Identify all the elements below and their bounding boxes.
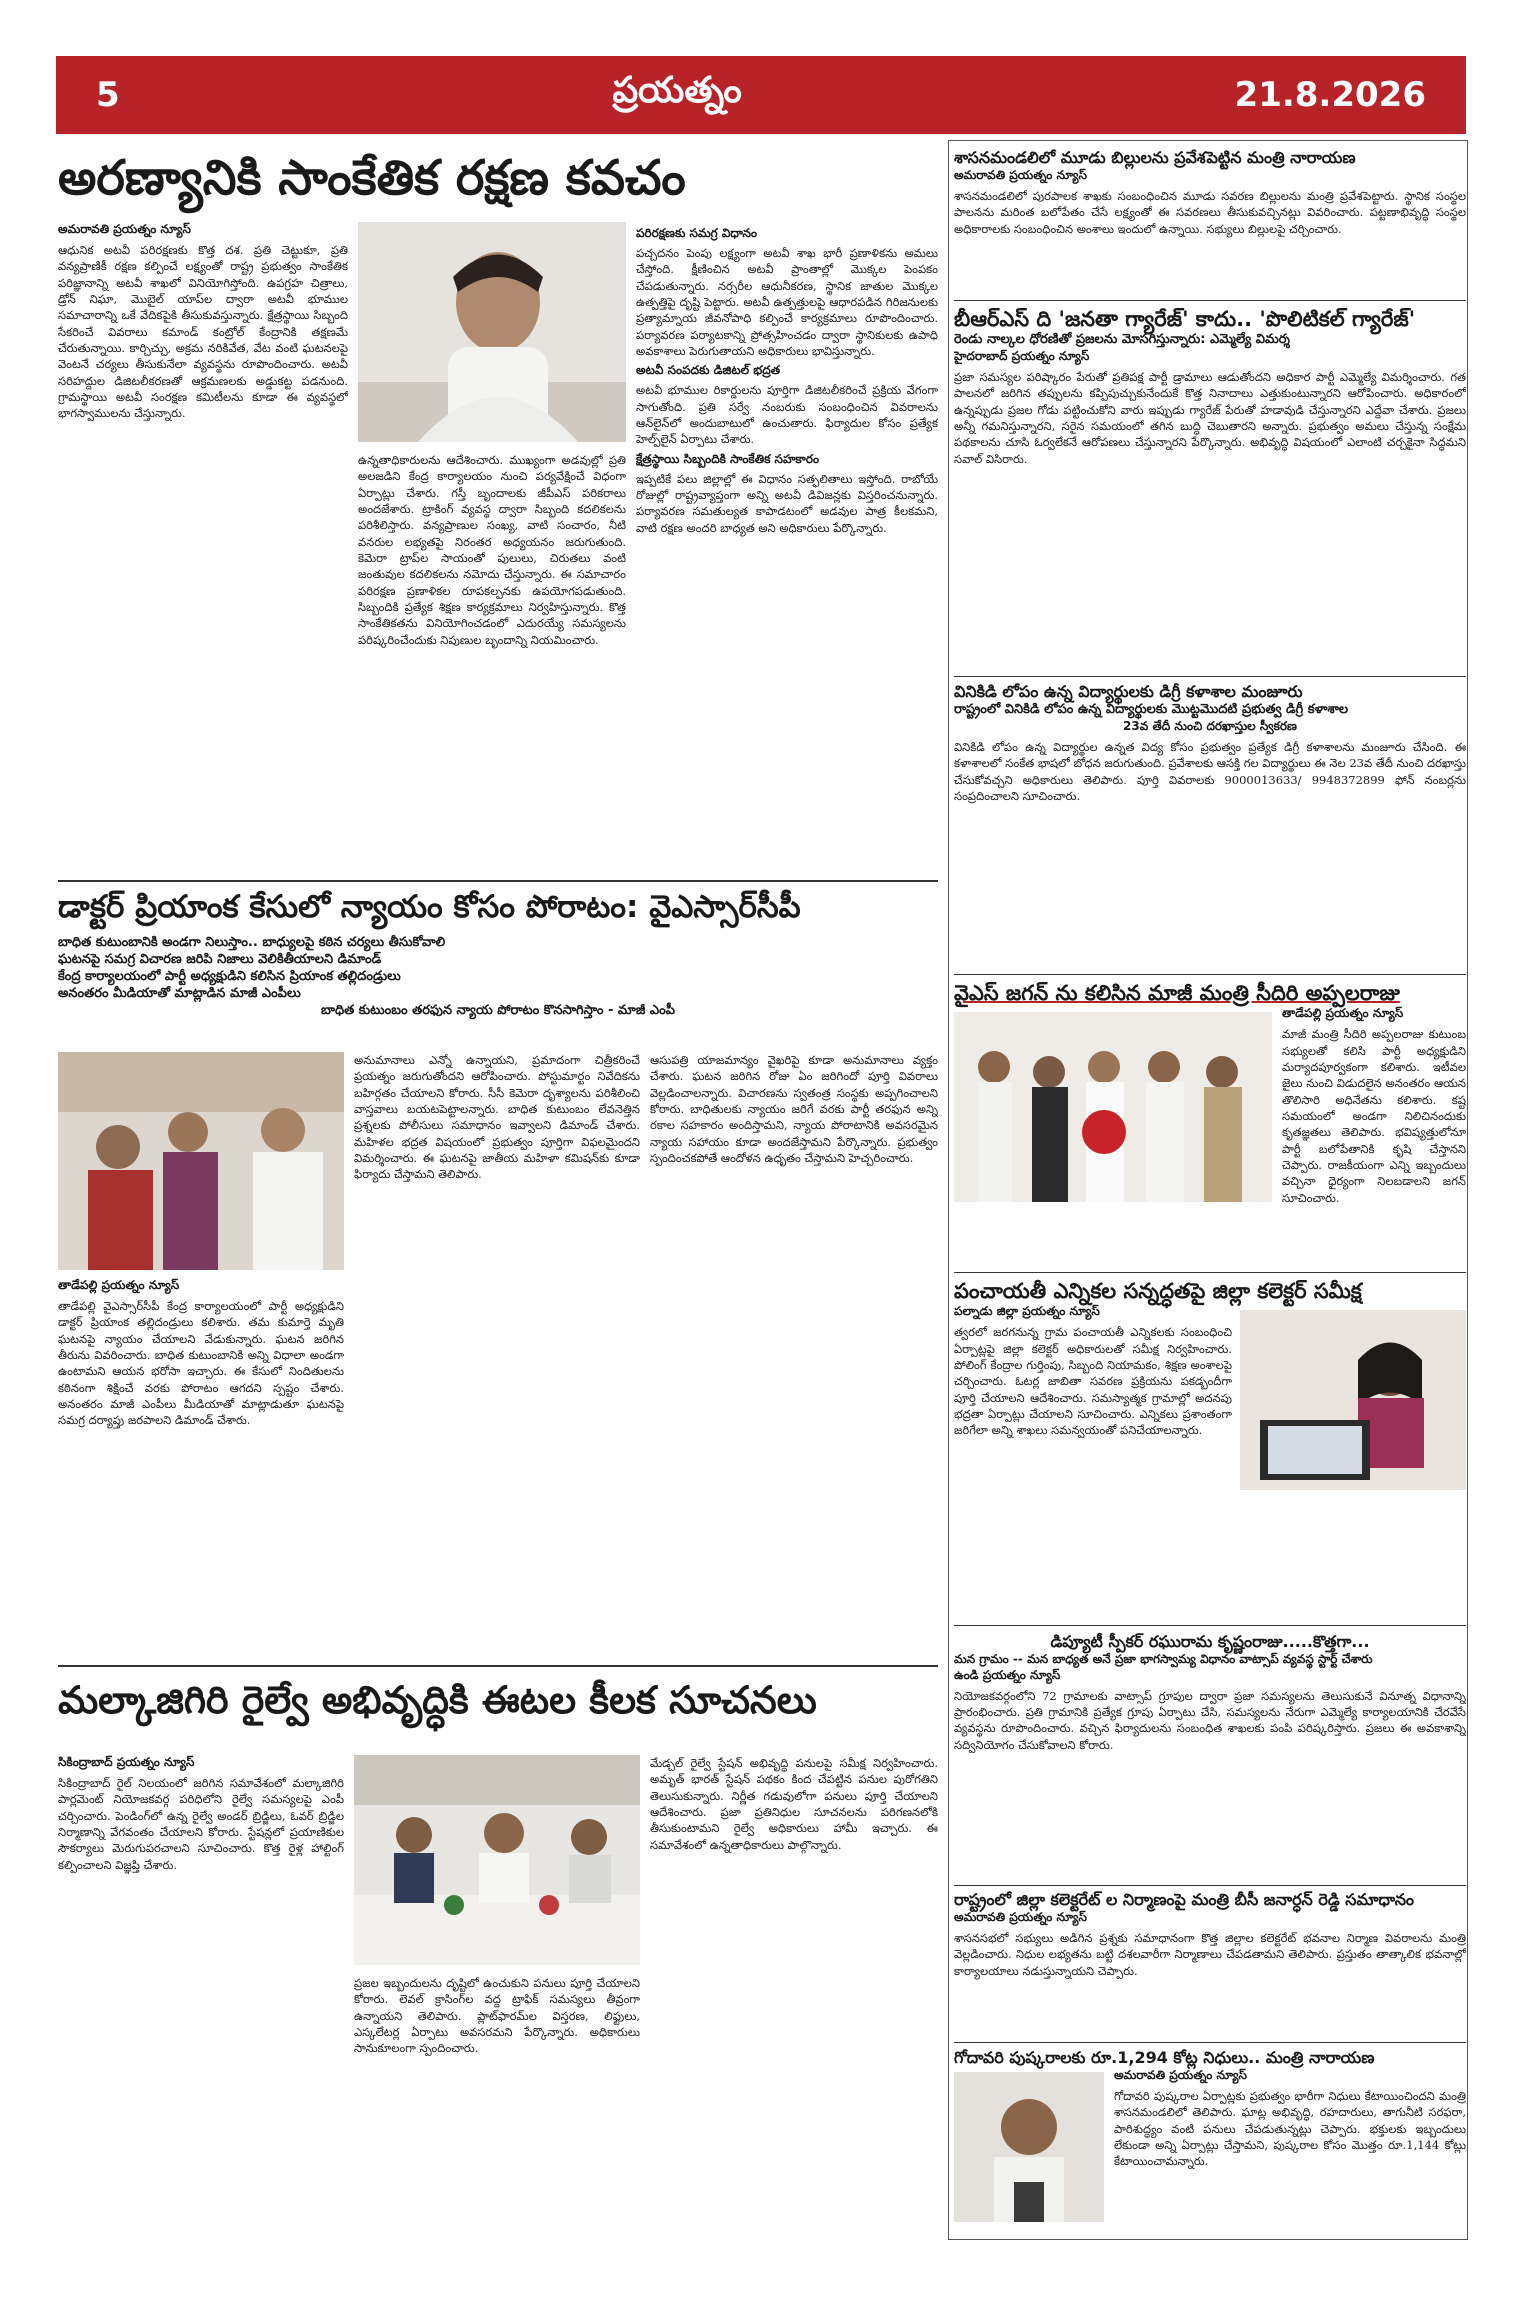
divider (58, 880, 938, 882)
lead-photo (358, 222, 626, 442)
sidebar-photo (1240, 1310, 1466, 1490)
sidebar-deck: రెండు నాల్కల ధోరణితో ప్రజలను మోసగిస్తున్నారు: ఎమ్మెల్యే విమర్శ (954, 332, 1290, 348)
story3-col-3-text: మేడ్చల్ రైల్వే స్టేషన్ అభివృద్ధి పనులపై సమీక్ష నిర్వహించారు. అమృత్ భారత్ స్టేషన్ పథకం కింద చేపట్టిన పనుల పురోగతిని తెలుసుకున్నారు. నిర్ణీత గడువులోగా పనులు పూర్తి చేయాలని ఆదేశించారు. ప్రజా ప్రతినిధుల సూచనలను పరిగణనలోకి తీసుకుంటామని రైల్వే అధికారులు హామీ ఇచ్చారు. ఈ సమావేశంలో ఉన్నతాధికారులు పాల్గొన్నారు. (650, 1756, 938, 1852)
lead-col-3c-text: ఇప్పటికే పలు జిల్లాల్లో ఈ విధానం సత్ఫలితాలు ఇస్తోంది. రాబోయే రోజుల్లో రాష్ట్రవ్యాప్తంగా అన్ని అటవీ డివిజన్లకు విస్తరించనున్నారు. పర్యావరణ సమతుల్యత కాపాడటంలో అడవుల పాత్ర కీలకమని, వాటి రక్షణ అందరి బాధ్యత అని అధికారులు పేర్కొన్నారు. (636, 471, 938, 535)
sidebar-item (954, 148, 1466, 298)
story2-deck-3: కేంద్ర కార్యాలయంలో పార్టీ అధ్యక్షుడిని కలిసిన ప్రియాంక తల్లిదండ్రులు (58, 968, 401, 984)
sidebar-item (954, 2048, 1466, 2238)
lead-col-1 (58, 222, 348, 842)
sidebar-headline: వైఎస్ జగన్ ను కలిసిన మాజీ మంత్రి సీదిరి అప్పలరాజు (954, 981, 1400, 1005)
sidebar-dateline: అమరావతి ప్రయత్నం న్యూస్ (1114, 2068, 1247, 2082)
story3-col-2-text: ప్రజల ఇబ్బందులను దృష్టిలో ఉంచుకుని పనులు పూర్తి చేయాలని కోరారు. లెవల్ క్రాసింగ్‌ల వద్ద ట్రాఫిక్ సమస్యలు తీవ్రంగా ఉన్నాయని తెలిపారు. ప్లాట్‌ఫారమ్‌ల విస్తరణ, లిఫ్టులు, ఎస్కలేటర్ల ఏర్పాటు అవసరమని పేర్కొన్నారు. అధికారులు సానుకూలంగా స్పందించారు. (354, 1976, 640, 2056)
issue-date: 21.8.2026 (1234, 75, 1426, 115)
story3-headline: మల్కాజిగిరి రైల్వే అభివృద్ధికి ఈటల కీలక సూచనలు (58, 1678, 817, 1722)
lead-subhead-2: అటవీ సంపదకు డిజిటల్ భద్రత (636, 363, 781, 378)
story2-col-1 (58, 1278, 344, 1650)
lead-col-3a-text: పచ్చదనం పెంపు లక్ష్యంగా అటవీ శాఖ భారీ ప్రణాళికను అమలు చేస్తోంది. క్షీణించిన అటవీ ప్రాంతాల్లో మొక్కల పెంపకం చేపడుతున్నారు. నర్సరీల ఆధునీకరణ, స్థానిక జాతుల మొక్కల ఉత్పత్తిపై దృష్టి పెట్టారు. అటవీ ఉత్పత్తులపై ఆధారపడిన గిరిజనులకు ప్రత్యామ్నాయ జీవనోపాధి కల్పించే కార్యక్రమాలు రూపొందించారు. పర్యావరణ పర్యాటకాన్ని ప్రోత్సహించడం ద్వారా స్థానికులకు ఉపాధి అవకాశాలు పెరుగుతాయని అధికారులు భావిస్తున్నారు. (636, 246, 938, 358)
sidebar-dateline: హైదరాబాద్ ప్రయత్నం న్యూస్ (954, 349, 1090, 364)
divider (954, 300, 1466, 301)
sidebar-dateline: తాడేపల్లి ప్రయత్నం న్యూస్ (1282, 1006, 1404, 1021)
sidebar-body: మాజీ మంత్రి సీదిరి అప్పలరాజు కుటుంబ సభ్యులతో కలిసి పార్టీ అధ్యక్షుడిని మర్యాదపూర్వకంగా కలిశారు. ఇటీవల జైలు నుంచి విడుదలైన అనంతరం ఆయన తొలిసారి అధినేతను కలిశారు. కష్ట సమయంలో అండగా నిలిచినందుకు కృతజ్ఞతలు తెలిపారు. భవిష్యత్తులోనూ పార్టీ బలోపేతానికి కృషి చేస్తానని చెప్పారు. రాజకీయంగా ఎన్ని ఇబ్బందులు వచ్చినా ధైర్యంగా నిలబడాలని జగన్ సూచించారు. (1282, 1027, 1466, 1205)
paper-name: ప్రయత్నం (612, 70, 742, 111)
divider (954, 676, 1466, 677)
divider (954, 974, 1466, 975)
sidebar-body: శాసనసభలో సభ్యులు అడిగిన ప్రశ్నకు సమాధానంగా కొత్త జిల్లాల కలెక్టరేట్ భవనాల నిర్మాణ వివరాలను మంత్రి వెల్లడించారు. నిధుల లభ్యతను బట్టి దశలవారీగా నిర్మాణాలు చేపడతామని తెలిపారు. ప్రస్తుతం తాత్కాలిక భవనాల్లో కార్యాలయాలు నడుస్తున్నాయని చెప్పారు. (954, 1931, 1466, 1978)
lead-col-2-text: ఉన్నతాధికారులను ఆదేశించారు. ముఖ్యంగా అడవుల్లో ప్రతి అలజడిని కేంద్ర కార్యాలయం నుంచి పర్యవేక్షించే విధంగా ఏర్పాట్లు చేశారు. గస్తీ బృందాలకు జీపీఎస్ పరికరాలు అందజేశారు. ట్రాకింగ్ వ్యవస్థ ద్వారా సిబ్బంది కదలికలను పరిశీలిస్తారు. వన్యప్రాణుల సంఖ్య, వాటి సంచారం, నీటి వనరుల లభ్యతపై నిరంతర అధ్యయనం జరుగుతుంది. కెమెరా ట్రాప్‌ల సాయంతో పులులు, చిరుతలు వంటి జంతువుల కదలికలను నమోదు చేస్తున్నారు. ఈ సమాచారం పరిరక్షణ ప్రణాళికల రూపకల్పనకు ఉపయోగపడుతుంది. సిబ్బందికి ప్రత్యేక శిక్షణ కార్యక్రమాలు నిర్వహిస్తున్నారు. కొత్త సాంకేతికతను వినియోగించడంలో ఎదురయ్యే సమస్యలను పరిష్కరించేందుకు నిపుణుల బృందాన్ని నియమించారు. (358, 453, 626, 647)
sidebar-headline: రాష్ట్రంలో జిల్లా కలెక్టరేట్ ల నిర్మాణంపై మంత్రి బీసీ జనార్ధన్ రెడ్డి సమాధానం (954, 1890, 1415, 1909)
lead-col-1-text: ఆధునిక అటవీ పరిరక్షణకు కొత్త దశ. ప్రతి చెట్టుకూ, ప్రతి వన్యప్రాణికీ రక్షణ కల్పించే లక్ష్యంతో రాష్ట్ర ప్రభుత్వం సాంకేతిక పరిజ్ఞానాన్ని అటవీ శాఖలో వినియోగిస్తోంది. ఉపగ్రహ చిత్రాలు, డ్రోన్ నిఘా, మొబైల్ యాప్‌ల ద్వారా అటవీ భూముల సమాచారాన్ని ఒకే వేదికపైకి తీసుకువస్తున్నారు. క్షేత్రస్థాయి సిబ్బంది సేకరించే వివరాలు కమాండ్ కంట్రోల్ కేంద్రానికి తక్షణమే చేరుతున్నాయి. కార్చిచ్చు, అక్రమ నరికివేత, వేట వంటి ఘటనలపై వెంటనే చర్యలు తీసుకునేలా వ్యవస్థను రూపొందించారు. అటవీ సరిహద్దుల డిజిటలీకరణతో ఆక్రమణలకు అడ్డుకట్ట పడనుంది. గ్రామస్థాయి అటవీ సంరక్షణ కమిటీలను కూడా ఈ వ్యవస్థలో భాగస్వాములను చేస్తున్నారు. (58, 243, 348, 421)
story2-dateline: తాడేపల్లి ప్రయత్నం న్యూస్ (58, 1278, 180, 1292)
sidebar-headline: పంచాయతీ ఎన్నికల సన్నద్ధతపై జిల్లా కలెక్టర్ సమీక్ష (954, 1279, 1362, 1303)
story2-photo (58, 1052, 344, 1270)
sidebar-body: గోదావరి పుష్కరాల ఏర్పాట్లకు ప్రభుత్వం భారీగా నిధులు కేటాయించిందని మంత్రి శాసనమండలిలో తెలిపారు. ఘాట్ల అభివృద్ధి, రహదారులు, తాగునీటి సరఫరా, పారిశుద్ధ్యం వంటి పనులు చేపడుతున్నట్లు చెప్పారు. భక్తులకు ఇబ్బందులు లేకుండా అన్ని ఏర్పాట్లు చేస్తామని, పుష్కరాల కోసం మొత్తం రూ.1,144 కోట్లు కేటాయించామన్నారు. (1114, 2089, 1466, 2169)
sidebar-deck: రాష్ట్రంలో వినికిడి లోపం ఉన్న విద్యార్థులకు మొట్టమొదటి ప్రభుత్వ డిగ్రీ కళాశాల (954, 702, 1349, 717)
story2-col-2-text: అనుమానాలు ఎన్నో ఉన్నాయని, ప్రమాదంగా చిత్రీకరించే ప్రయత్నం జరుగుతోందని ఆరోపించారు. పోస్టుమార్టం నివేదికను బహిర్గతం చేయాలని కోరారు. సీసీ కెమెరా దృశ్యాలను పరిశీలించి వాస్తవాలు బయటపెట్టాలన్నారు. బాధిత కుటుంబం లేవనెత్తిన ప్రశ్నలకు పోలీసులు సమాధానం ఇవ్వాలని డిమాండ్ చేశారు. మహిళల భద్రత విషయంలో ప్రభుత్వం పూర్తిగా విఫలమైందని విమర్శించారు. ఈ ఘటనపై జాతీయ మహిళా కమిషన్‌కు కూడా ఫిర్యాదు చేస్తామని తెలిపారు. (354, 1053, 640, 1182)
story2-col-3 (650, 1052, 938, 1650)
story3-col-1 (58, 1755, 344, 2225)
story2-deck-4: అనంతరం మీడియాతో మాట్లాడిన మాజీ ఎంపీలు (58, 985, 301, 1001)
story3-dateline: సికింద్రాబాద్ ప్రయత్నం న్యూస్ (58, 1755, 195, 1769)
sidebar-deck: మన గ్రామం -- మన బాధ్యత అనే ప్రజా భాగస్వామ్య విధానం వాట్సాప్ వ్యవస్థ స్టార్ట్ చేశారు (954, 1652, 1373, 1666)
story2-deck-2: ఘటనపై సమగ్ర విచారణ జరిపి నిజాలు వెలికితీయాలని డిమాండ్ (58, 951, 382, 967)
divider (954, 1625, 1466, 1626)
sidebar-headline: వినికిడి లోపం ఉన్న విద్యార్థులకు డిగ్రీ కళాశాల మంజూరు (954, 682, 1303, 701)
divider (954, 1885, 1466, 1886)
sidebar-item (954, 682, 1466, 972)
sidebar-item (954, 306, 1466, 674)
lead-dateline: అమరావతి ప్రయత్నం న్యూస్ (58, 222, 191, 236)
divider (58, 1665, 938, 1667)
story3-col-2 (354, 1975, 640, 2225)
lead-col-3 (636, 222, 938, 842)
sidebar-dateline: 23వ తేదీ నుంచి దరఖాస్తుల స్వీకరణ (1123, 718, 1297, 733)
sidebar-body: వినికిడి లోపం ఉన్న విద్యార్థుల ఉన్నత విద్య కోసం ప్రభుత్వం ప్రత్యేక డిగ్రీ కళాశాలను మంజూరు చేసింది. ఈ కళాశాలలో సంకేత భాషలో బోధన జరుగుతుంది. ప్రవేశాలకు ఆసక్తి గల విద్యార్థులు ఈ నెల 23వ తేదీ నుంచి దరఖాస్తు చేసుకోవచ్చని అధికారులు తెలిపారు. పూర్తి వివరాలకు 9000013633/ 9948372899 ఫోన్ నంబర్లను సంప్రదించాలని సూచించారు. (954, 739, 1466, 803)
sidebar-item (954, 1890, 1466, 2040)
sidebar-body: ప్రజా సమస్యల పరిష్కారం పేరుతో ప్రతిపక్ష పార్టీ డ్రామాలు ఆడుతోందని అధికార పార్టీ ఎమ్మెల్యే విమర్శించారు. గత పాలనలో జరిగిన తప్పులను కప్పిపుచ్చుకునేందుకే కొత్త నినాదాలు ఎత్తుకుంటున్నారని ఆరోపించారు. అధికారంలో ఉన్నప్పుడు ప్రజల గోడు పట్టించుకోని వారు ఇప్పుడు గ్యారేజ్ పేరుతో హడావుడి చేస్తున్నారని ఎద్దేవా చేశారు. ప్రజలు అన్నీ గమనిస్తున్నారని, సరైన సమయంలో తగిన బుద్ధి చెబుతారని అన్నారు. ప్రభుత్వం అమలు చేస్తున్న సంక్షేమ పథకాలను చూసి ఓర్వలేకనే ఆరోపణలు చేస్తున్నారని పేర్కొన్నారు. అభివృద్ధి విషయంలో ఎలాంటి చర్చకైనా సిద్ధమని సవాల్ విసిరారు. (954, 370, 1466, 466)
story3-col-3 (650, 1755, 938, 2225)
sidebar-dateline: ఉండి ప్రయత్నం న్యూస్ (954, 1667, 1061, 1682)
story2-col-3-text: ఆసుపత్రి యాజమాన్యం వైఖరిపై కూడా అనుమానాలు వ్యక్తం చేశారు. ఘటన జరిగిన రోజు ఏం జరిగిందో పూర్తి వివరాలు వెల్లడించాలన్నారు. విచారణను స్వతంత్ర సంస్థకు అప్పగించాలని కోరారు. బాధితులకు న్యాయం జరిగే వరకు పార్టీ తరఫున అన్ని రకాల సహకారం అందిస్తామని, న్యాయ పోరాటానికి అవసరమైన న్యాయ సహాయం కూడా అందజేస్తామని పేర్కొన్నారు. ప్రభుత్వం స్పందించకపోతే ఆందోళన ఉధృతం చేస్తామని హెచ్చరించారు. (650, 1053, 938, 1165)
sidebar-dateline: అమరావతి ప్రయత్నం న్యూస్ (954, 168, 1087, 182)
lead-col-2 (358, 452, 626, 842)
divider (954, 2042, 1466, 2043)
sidebar-body: త్వరలో జరగనున్న గ్రామ పంచాయతీ ఎన్నికలకు సంబంధించి ఏర్పాట్లపై జిల్లా కలెక్టర్ అధికారులతో సమీక్ష నిర్వహించారు. పోలింగ్ కేంద్రాల గుర్తింపు, సిబ్బంది నియామకం, శిక్షణ అంశాలపై చర్చించారు. ఓటర్ల జాబితా సవరణ ప్రక్రియను పకడ్బందీగా పూర్తి చేయాలని ఆదేశించారు. సమస్యాత్మక గ్రామాల్లో అదనపు భద్రతా ఏర్పాట్లు చేయాలని సూచించారు. ఎన్నికలు ప్రశాంతంగా జరిగేలా అన్ని శాఖలు సమన్వయంతో పనిచేయాలన్నారు. (954, 1325, 1232, 1438)
story2-col-2 (354, 1052, 640, 1650)
sidebar-headline: బీఆర్ఎస్ ది 'జనతా గ్యారేజ్' కాదు.. 'పొలిటికల్ గ్యారేజ్' (954, 307, 1416, 331)
lead-col-3b-text: అటవీ భూముల రికార్డులను పూర్తిగా డిజిటలీకరించే ప్రక్రియ వేగంగా సాగుతోంది. ప్రతి సర్వే నంబరుకు సంబంధించిన వివరాలను ఆన్‌లైన్‌లో అందుబాటులో ఉంచుతారు. ఫిర్యాదుల కోసం ప్రత్యేక హెల్ప్‌లైన్ ఏర్పాటు చేశారు. (636, 383, 938, 447)
divider (954, 1272, 1466, 1273)
sidebar-dateline: అమరావతి ప్రయత్నం న్యూస్ (954, 1910, 1087, 1924)
masthead (56, 56, 1466, 134)
sidebar-photo (954, 2072, 1104, 2222)
page-number: 5 (96, 75, 120, 115)
sidebar-body: నియోజకవర్గంలోని 72 గ్రామాలకు వాట్సాప్ గ్రూపుల ద్వారా ప్రజా సమస్యలను తెలుసుకునే వినూత్న విధానాన్ని ప్రారంభించారు. ప్రతి గ్రామానికి ప్రత్యేక గ్రూపు ఏర్పాటు చేసి, సమస్యలను నేరుగా ఎమ్మెల్యే కార్యాలయానికి చేరవేసే వ్యవస్థను రూపొందించారు. వచ్చిన ఫిర్యాదులను సంబంధిత శాఖలకు పంపి పరిష్కరిస్తారు. ప్రజలు ఈ అవకాశాన్ని సద్వినియోగం చేసుకోవాలని కోరారు. (954, 1688, 1466, 1752)
lead-headline: అరణ్యానికి సాంకేతిక రక్షణ కవచం (58, 150, 686, 206)
story2-decks (58, 935, 938, 1019)
sidebar-body: శాసనమండలిలో పురపాలక శాఖకు సంబంధించిన మూడు సవరణ బిల్లులను మంత్రి ప్రవేశపెట్టారు. స్థానిక సంస్థల పాలనను మరింత బలోపేతం చేసే లక్ష్యంతో ఈ సవరణలు తీసుకువచ్చినట్లు వివరించారు. పట్టణాభివృద్ధి సంస్థల అధికారాలకు సంబంధించిన అంశాలు ఇందులో ఉన్నాయి. సభ్యులు బిల్లులపై చర్చించారు. (954, 189, 1466, 236)
sidebar-dateline: పల్నాడు జిల్లా ప్రయత్నం న్యూస్ (954, 1304, 1100, 1319)
story2-deck-1: బాధిత కుటుంబానికి అండగా నిలుస్తాం.. బాధ్యులపై కఠిన చర్యలు తీసుకోవాలి (58, 935, 446, 950)
sidebar-headline: డిప్యూటీ స్పీకర్ రఘురామ కృష్ణంరాజు.....కొత్తగా... (1050, 1632, 1370, 1651)
story2-deck-5: బాధిత కుటుంబం తరఫున న్యాయ పోరాటం కొనసాగిస్తాం - మాజీ ఎంపీ (321, 1002, 675, 1018)
story3-col-1-text: సికింద్రాబాద్ రైల్ నిలయంలో జరిగిన సమావేశంలో మల్కాజిగిరి పార్లమెంట్ నియోజకవర్గ పరిధిలోని రైల్వే సమస్యలపై ఎంపీ చర్చించారు. పెండింగ్‌లో ఉన్న రైల్వే అండర్ బ్రిడ్జిలు, ఓవర్ బ్రిడ్జిల నిర్మాణాన్ని వేగవంతం చేయాలని కోరారు. స్టేషన్లలో ప్రయాణికుల సౌకర్యాలు మెరుగుపరచాలని సూచించారు. కొత్త రైళ్ల హాల్టింగ్ కల్పించాలని విజ్ఞప్తి చేశారు. (58, 1776, 344, 1872)
sidebar-item (954, 1632, 1466, 1882)
lead-subhead-3: క్షేత్రస్థాయి సిబ్బందికి సాంకేతిక సహకారం (636, 451, 820, 466)
sidebar-item (954, 980, 1466, 1270)
sidebar-item (954, 1278, 1466, 1623)
lead-subhead-1: పరిరక్షణకు సమగ్ర విధానం (636, 226, 757, 240)
story3-photo (354, 1755, 640, 1965)
sidebar-headline: గోదావరి పుష్కరాలకు రూ.1,294 కోట్ల నిధులు.. మంత్రి నారాయణ (954, 2048, 1375, 2067)
sidebar-photo (954, 1012, 1272, 1202)
story2-col-1-text: తాడేపల్లి వైఎస్సార్‌సీపీ కేంద్ర కార్యాలయంలో పార్టీ అధ్యక్షుడిని డాక్టర్ ప్రియాంక తల్లిదండ్రులు కలిశారు. తమ కుమార్తె మృతి ఘటనపై న్యాయం చేయాలని వేడుకున్నారు. ఘటన జరిగిన తీరును వివరించారు. బాధిత కుటుంబానికి అన్ని విధాలా అండగా ఉంటామని ఆయన భరోసా ఇచ్చారు. ఈ కేసులో నిందితులను కఠినంగా శిక్షించే వరకు పోరాటం ఆగదని స్పష్టం చేశారు. అనంతరం మాజీ ఎంపీలు మీడియాతో మాట్లాడుతూ ఘటనపై సమగ్ర దర్యాప్తు జరపాలని డిమాండ్ చేశారు. (58, 1299, 344, 1428)
sidebar-headline: శాసనమండలిలో మూడు బిల్లులను ప్రవేశపెట్టిన మంత్రి నారాయణ (954, 148, 1356, 167)
story2-headline: డాక్టర్ ప్రియాంక కేసులో న్యాయం కోసం పోరాటం: వైఎస్సార్‌సీపీ (58, 889, 801, 925)
